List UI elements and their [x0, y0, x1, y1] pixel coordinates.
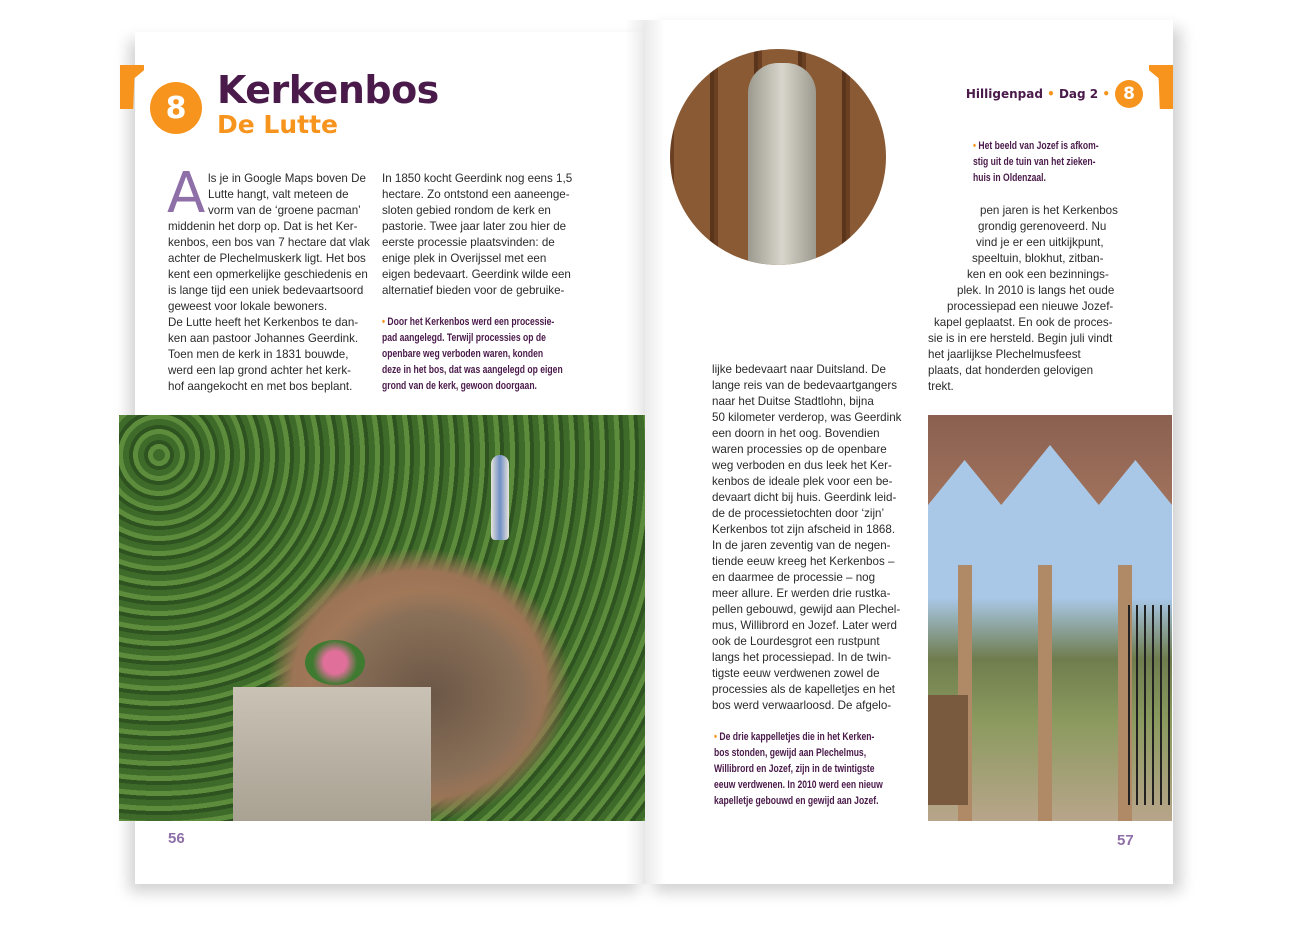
line-text: De drie kappelletjes die in het Kerken-: [719, 731, 875, 743]
line-text: lange reis van de bedevaartgangers: [712, 379, 897, 392]
text-line: [382, 378, 563, 394]
text-line: [712, 570, 901, 586]
text-line: [712, 602, 901, 618]
text-line: [928, 315, 1118, 331]
text-line: [168, 363, 370, 379]
text-line: [712, 490, 901, 506]
text-line: [712, 362, 901, 378]
chapel-photo: [928, 415, 1172, 821]
line-text: werd een lap grond achter het kerk-: [168, 364, 352, 377]
bullet-icon: •: [973, 140, 979, 152]
text-line: [712, 506, 901, 522]
text-line: [712, 666, 901, 682]
text-line: [168, 187, 370, 203]
line-text: Kerkenbos tot zijn afscheid in 1868.: [712, 523, 896, 536]
text-line: [928, 379, 1118, 395]
right-column-2: [928, 203, 1118, 395]
text-line: [712, 698, 901, 714]
text-line: [973, 138, 1099, 154]
text-line: [712, 378, 901, 394]
separator-dot: •: [1047, 87, 1055, 101]
text-line: [168, 251, 370, 267]
text-line: [168, 283, 370, 299]
line-text: eeuw verdwenen. In 2010 werd een nieuw: [714, 779, 883, 791]
left-column-2: [382, 171, 572, 299]
line-text: langs het processiepad. In de twin-: [712, 651, 892, 664]
text-line: [168, 171, 370, 187]
line-text: hectare. Zo ontstond een aaneenge-: [382, 188, 570, 201]
drop-cap: A: [167, 161, 206, 226]
chapel-pillar: [1038, 565, 1052, 821]
line-text: In de jaren zeventig van de negen-: [712, 539, 891, 552]
line-text: In 1850 kocht Geerdink nog eens 1,5: [382, 172, 573, 185]
line-text: bos werd verwaarloosd. De afgelo-: [712, 699, 892, 712]
text-line: [168, 235, 370, 251]
line-text: alternatief bieden voor de gebruike-: [382, 284, 565, 297]
text-line: [928, 203, 1118, 219]
running-header: [966, 87, 1110, 101]
text-line: [712, 410, 901, 426]
line-text: en daarmee de processie – nog: [712, 571, 876, 584]
line-text: devaart dicht bij huis. Geerdink leid-: [712, 491, 897, 504]
text-line: [714, 729, 883, 745]
line-text: hof aangekocht en met bos beplant.: [168, 380, 353, 393]
line-text: eerste processie plaatsvinden: de: [382, 236, 555, 249]
line-text: eigen bedevaart. Geerdink wilde een: [382, 268, 571, 281]
line-text: kent een opmerkelijke geschiedenis en: [168, 268, 368, 281]
text-line: [928, 299, 1118, 315]
line-text: Door het Kerkenbos werd een processie-: [387, 316, 555, 328]
text-line: [712, 682, 901, 698]
line-text: mus, Willibrord en Jozef. Later werd: [712, 619, 897, 632]
text-line: [168, 315, 370, 331]
left-callout: [382, 314, 563, 394]
line-text: tigste eeuw verdwenen zowel de: [712, 667, 880, 680]
line-text: naar het Duitse Stadtlohn, bijna: [712, 395, 874, 408]
text-line: [928, 331, 1118, 347]
text-line: [712, 538, 901, 554]
header-day: Dag 2: [1058, 87, 1099, 101]
line-text: bos stonden, gewijd aan Plechelmus,: [714, 747, 867, 759]
line-text: De Lutte heeft het Kerkenbos te dan-: [168, 316, 359, 329]
text-line: [928, 283, 1118, 299]
line-text: het jaarlijkse Plechelmusfeest: [928, 348, 1081, 361]
text-line: [382, 251, 572, 267]
text-line: [714, 793, 883, 809]
line-text: Toen men de kerk in 1831 bouwde,: [168, 348, 349, 361]
right-column-1: [712, 362, 901, 714]
text-line: [382, 346, 563, 362]
left-column-1: [168, 171, 370, 395]
page-subtitle: De Lutte: [217, 110, 338, 139]
text-line: [928, 235, 1118, 251]
line-text: openbare weg verboden waren, konden: [382, 348, 544, 360]
text-line: [382, 283, 572, 299]
text-line: [712, 394, 901, 410]
text-line: [928, 219, 1118, 235]
text-line: [928, 363, 1118, 379]
bullet-icon: •: [714, 731, 720, 743]
text-line: [712, 634, 901, 650]
text-line: [168, 219, 370, 235]
text-line: [714, 761, 883, 777]
text-line: [168, 379, 370, 395]
line-text: achter de Plechelmuskerk ligt. Het bos: [168, 252, 366, 265]
text-line: [712, 618, 901, 634]
separator-dot: •: [1102, 87, 1110, 101]
text-line: [382, 171, 572, 187]
line-text: enige plek in Overijssel met een: [382, 252, 547, 265]
text-line: [712, 522, 901, 538]
iron-gate: [1128, 605, 1172, 805]
text-line: [714, 745, 883, 761]
line-text: ls je in Google Maps boven De: [208, 172, 366, 185]
bullet-icon: •: [382, 316, 388, 328]
page-number-left: 56: [168, 830, 185, 847]
text-line: [712, 650, 901, 666]
line-text: kenbos de ideale plek voor een be-: [712, 475, 893, 488]
line-text: vind je er een uitkijkpunt,: [976, 236, 1104, 249]
text-line: [168, 331, 370, 347]
line-text: grondig gerenoveerd. Nu: [978, 220, 1107, 233]
chapel-roof: [928, 415, 1172, 565]
mary-statue: [491, 455, 509, 540]
line-text: geweest voor lokale bewoners.: [168, 300, 328, 313]
text-line: [382, 187, 572, 203]
text-line: [712, 586, 901, 602]
bench: [928, 695, 968, 805]
text-line: [712, 426, 901, 442]
right-callout: [714, 729, 883, 809]
page-title: Kerkenbos: [217, 68, 439, 112]
line-text: deze in het bos, dat was aangelegd op eigen: [382, 364, 563, 376]
text-line: [928, 267, 1118, 283]
chapter-number-badge: 8: [150, 82, 202, 134]
text-line: [714, 777, 883, 793]
line-text: Willibrord en Jozef, zijn in de twintigste: [714, 763, 875, 775]
text-line: [382, 219, 572, 235]
text-line: [382, 267, 572, 283]
header-route: Hilligenpad: [965, 87, 1043, 101]
statue: [748, 63, 816, 265]
line-text: 50 kilometer verderop, was Geerdink: [712, 411, 902, 424]
text-line: [168, 203, 370, 219]
text-line: [928, 347, 1118, 363]
grotto-photo: [119, 415, 645, 821]
line-text: stig uit de tuin van het zieken-: [973, 156, 1096, 168]
jozef-statue-photo: [670, 49, 886, 265]
line-text: ook de Lourdesgrot een rustpunt: [712, 635, 880, 648]
text-line: [973, 154, 1099, 170]
line-text: pellen gebouwd, gewijd aan Plechel-: [712, 603, 901, 616]
text-line: [712, 554, 901, 570]
line-text: Lutte hangt, valt meteen de: [208, 188, 349, 201]
text-line: [928, 251, 1118, 267]
text-line: [382, 203, 572, 219]
line-text: plaats, dat honderden gelovigen: [928, 364, 1094, 377]
line-text: is lange tijd een uniek bedevaartsoord: [168, 284, 364, 297]
line-text: kenbos, een bos van 7 hectare dat vlak: [168, 236, 370, 249]
line-text: sie is in ere hersteld. Begin juli vindt: [928, 332, 1113, 345]
line-text: lijke bedevaart naar Duitsland. De: [712, 363, 887, 376]
line-text: trekt.: [928, 380, 954, 393]
line-text: kapelletje gebouwd en gewijd aan Jozef.: [714, 795, 879, 807]
line-text: vorm van de ‘groene pacman’: [208, 204, 361, 217]
line-text: kapel geplaatst. En ook de proces-: [934, 316, 1113, 329]
line-text: pastorie. Twee jaar later zou hier de: [382, 220, 567, 233]
text-line: [382, 330, 563, 346]
text-line: [382, 362, 563, 378]
line-text: ken en ook een bezinnings-: [967, 268, 1109, 281]
stone-altar: [233, 687, 431, 821]
line-text: meer allure. Er werden drie rustka-: [712, 587, 891, 600]
line-text: een doorn in het oog. Bovendien: [712, 427, 880, 440]
text-line: [712, 474, 901, 490]
line-text: plek. In 2010 is langs het oude: [957, 284, 1115, 297]
flower-pot: [305, 640, 365, 685]
line-text: speeltuin, blokhut, zitban-: [972, 252, 1104, 265]
text-line: [168, 347, 370, 363]
statue-caption: [973, 138, 1099, 186]
text-line: [712, 458, 901, 474]
text-line: [382, 235, 572, 251]
line-text: pad aangelegd. Terwijl processies op de: [382, 332, 546, 344]
text-line: [168, 299, 370, 315]
line-text: ken aan pastoor Johannes Geerdink.: [168, 332, 359, 345]
line-text: tiende eeuw kreeg het Kerkenbos –: [712, 555, 895, 568]
text-line: [168, 267, 370, 283]
line-text: weg verboden en dus leek het Ker-: [712, 459, 892, 472]
text-line: [973, 170, 1099, 186]
line-text: waren processies op de openbare: [712, 443, 887, 456]
line-text: processiepad een nieuwe Jozef-: [947, 300, 1114, 313]
chapter-number-badge-right: 8: [1115, 80, 1143, 108]
line-text: huis in Oldenzaal.: [973, 172, 1046, 184]
line-text: middenin het dorp op. Dat is het Ker-: [168, 220, 358, 233]
line-text: grond van de kerk, gewoon doorgaan.: [382, 380, 537, 392]
line-text: de de processietochten door ‘zijn’: [712, 507, 885, 520]
page-number-right: 57: [1117, 832, 1134, 849]
line-text: sloten gebied rondom de kerk en: [382, 204, 551, 217]
line-text: pen jaren is het Kerkenbos: [980, 204, 1118, 217]
line-text: processies als de kapelletjes en het: [712, 683, 896, 696]
text-line: [712, 442, 901, 458]
line-text: Het beeld van Jozef is afkom-: [978, 140, 1099, 152]
text-line: [382, 314, 563, 330]
